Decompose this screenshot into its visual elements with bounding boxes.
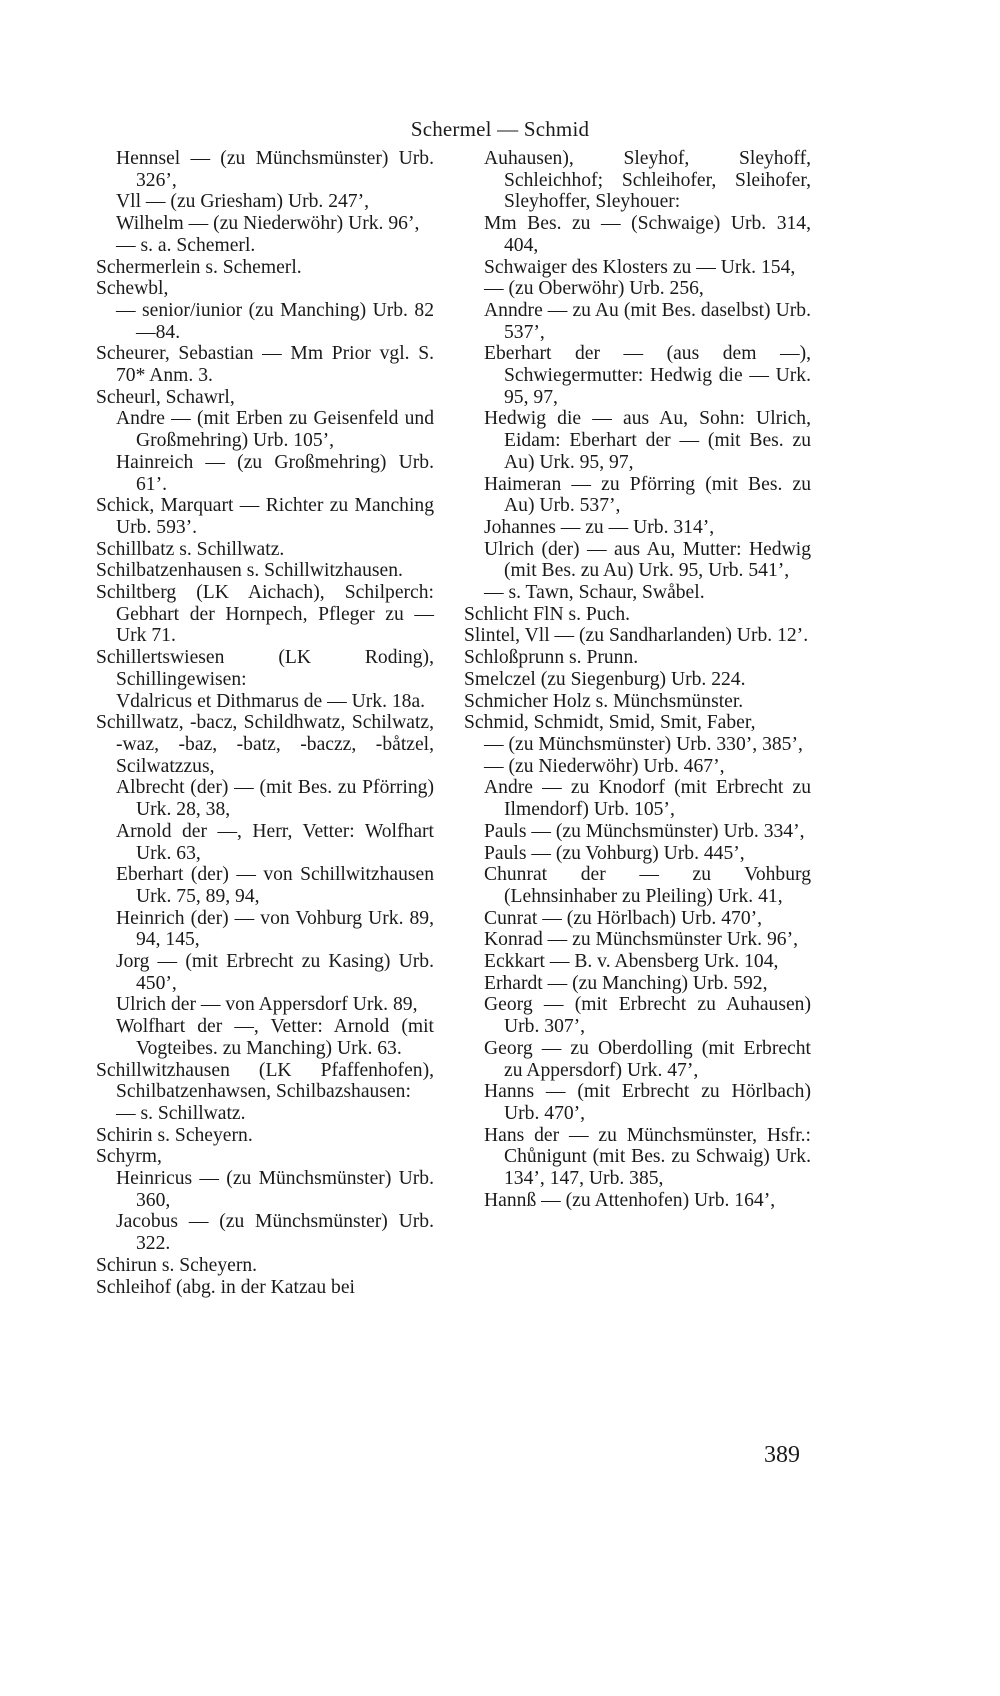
index-entry: Schillertswiesen (LK Roding), Schillingewisen: xyxy=(96,647,434,690)
index-subentry: Wolfhart der —, Vetter: Arnold (mit Vogteibes. zu Manching) Urk. 63. xyxy=(116,1016,434,1059)
index-subentry: Ulrich (der) — aus Au, Mutter: Hedwig (mit Bes. zu Au) Urk. 95, Urb. 541’, xyxy=(484,538,811,582)
index-subentry: — s. a. Schemerl. xyxy=(116,234,256,256)
index-subentry: Erhardt — (zu Manching) Urb. 592, xyxy=(484,972,768,994)
index-subentry: Anndre — zu Au (mit Bes. daselbst) Urb. 537’, xyxy=(484,299,811,343)
index-entry: Schillwatz, -bacz, Schildhwatz, Schilwatz, -waz, -baz, -batz, -baczz, -båtzel, Scilwatzzus, xyxy=(96,712,434,777)
index-subentry: Albrecht (der) — (mit Bes. zu Pförring) Urk. 28, 38, xyxy=(116,777,434,821)
index-subentry: — (zu Münchsmünster) Urb. 330’, 385’, xyxy=(484,733,803,755)
index-subentry: Jorg — (mit Erbrecht zu Kasing) Urb. 450’, xyxy=(116,951,434,994)
left-column xyxy=(96,148,434,1298)
index-entry: Schiltberg (LK Aichach), Schilperch: Gebhart der Hornpech, Pfleger zu — Urk 71. xyxy=(96,582,434,647)
index-entry: Schmicher Holz s. Münchsmünster. xyxy=(464,690,744,712)
index-subentry: Vdalricus et Dithmarus de — Urk. 18a. xyxy=(116,690,426,712)
index-subentry: Andre — zu Knodorf (mit Erbrecht zu Ilmendorf) Urb. 105’, xyxy=(484,777,811,821)
index-subentry: Schwaiger des Klosters zu — Urk. 154, xyxy=(484,256,796,278)
index-subentry: Hanns — (mit Erbrecht zu Hörlbach) Urb. 470’, xyxy=(484,1081,811,1124)
index-subentry: Ulrich der — von Appersdorf Urk. 89, xyxy=(116,994,418,1016)
index-subentry: Andre — (mit Erben zu Geisenfeld und Großmehring) Urb. 105’, xyxy=(116,408,434,452)
index-entry: Smelczel (zu Siegenburg) Urb. 224. xyxy=(464,668,746,690)
index-entry: Schewbl, xyxy=(96,278,169,300)
index-subentry: Pauls — (zu Vohburg) Urb. 445’, xyxy=(484,842,745,864)
index-entry: Schick, Marquart — Richter zu Manching Urb. 593’. xyxy=(96,495,434,538)
index-subentry: Arnold der —, Herr, Vetter: Wolfhart Urk. 63, xyxy=(116,820,434,864)
index-subentry: Vll — (zu Griesham) Urb. 247’, xyxy=(116,191,370,213)
index-subentry: Heinricus — (zu Münchsmünster) Urb. 360, xyxy=(116,1168,434,1211)
running-header: Schermel — Schmid xyxy=(410,117,590,141)
index-subentry: Chunrat der — zu Vohburg (Lehnsinhaber zu Pleiling) Urk. 41, xyxy=(484,864,811,907)
index-subentry: — s. Tawn, Schaur, Swåbel. xyxy=(484,582,705,604)
index-subentry: Eberhart (der) — von Schillwitzhausen Urk. 75, 89, 94, xyxy=(116,864,434,907)
index-subentry: Wilhelm — (zu Niederwöhr) Urk. 96’, xyxy=(116,213,420,235)
index-subentry: — s. Schillwatz. xyxy=(116,1102,246,1124)
index-entry: Scheurl, Schawrl, xyxy=(96,386,235,408)
index-entry: Schyrm, xyxy=(96,1146,162,1168)
index-entry: Schleihof (abg. in der Katzau bei xyxy=(96,1276,355,1298)
index-subentry: Auhausen), Sleyhof, Sleyhoff, Schleichhof; Schleihofer, Sleihofer, Sleyhoffer, Sleyhouer: xyxy=(484,148,811,213)
index-entry: Schirun s. Scheyern. xyxy=(96,1254,258,1276)
page-number: 389 xyxy=(764,1442,800,1468)
index-subentry: Hans der — zu Münchsmünster, Hsfr.: Chůnigunt (mit Bes. zu Schwaig) Urk. 134’, 147, Urb. 385, xyxy=(484,1124,811,1190)
index-subentry: — (zu Niederwöhr) Urb. 467’, xyxy=(484,755,725,777)
index-subentry: — (zu Oberwöhr) Urb. 256, xyxy=(484,278,704,300)
index-subentry: Haimeran — zu Pförring (mit Bes. zu Au) Urb. 537’, xyxy=(484,473,811,517)
index-subentry: Pauls — (zu Münchsmünster) Urb. 334’, xyxy=(484,820,805,842)
index-entry: Schillbatz s. Schillwatz. xyxy=(96,538,285,560)
index-entry: Scheurer, Sebastian — Mm Prior vgl. S. 70* Anm. 3. xyxy=(96,343,434,387)
index-subentry: Jacobus — (zu Münchsmünster) Urb. 322. xyxy=(116,1211,434,1255)
index-subentry: Eberhart der — (aus dem —), Schwiegermutter: Hedwig die — Urk. 95, 97, xyxy=(484,343,811,408)
index-entry: Schermerlein s. Schemerl. xyxy=(96,256,302,278)
index-entry: Schloßprunn s. Prunn. xyxy=(464,647,639,669)
index-subentry: Georg — zu Oberdolling (mit Erbrecht zu Appersdorf) Urk. 47’, xyxy=(484,1037,811,1081)
index-subentry: Johannes — zu — Urb. 314’, xyxy=(484,516,715,538)
index-subentry: Konrad — zu Münchsmünster Urk. 96’, xyxy=(484,929,798,951)
index-entry: Schlicht FlN s. Puch. xyxy=(464,603,631,625)
index-subentry: Georg — (mit Erbrecht zu Auhausen) Urb. 307’, xyxy=(484,994,811,1038)
right-column xyxy=(464,148,811,1211)
index-entry: Slintel, Vll — (zu Sandharlanden) Urb. 12’. xyxy=(464,625,809,647)
index-subentry: Hennsel — (zu Münchsmünster) Urb. 326’, xyxy=(116,148,434,191)
index-subentry: Hannß — (zu Attenhofen) Urb. 164’, xyxy=(484,1189,776,1211)
index-subentry: Hainreich — (zu Großmehring) Urb. 61’. xyxy=(116,451,434,495)
index-entry: Schilbatzenhausen s. Schillwitzhausen. xyxy=(96,560,403,582)
index-entry: Schirin s. Scheyern. xyxy=(96,1124,253,1146)
index-subentry: Heinrich (der) — von Vohburg Urk. 89, 94, 145, xyxy=(116,907,434,951)
index-entry: Schmid, Schmidt, Smid, Smit, Faber, xyxy=(464,712,756,734)
index-subentry: Hedwig die — aus Au, Sohn: Ulrich, Eidam: Eberhart der — (mit Bes. zu Au) Urk. 95, 97, xyxy=(484,408,811,473)
index-subentry: Cunrat — (zu Hörlbach) Urb. 470’, xyxy=(484,907,763,929)
index-entry: Schillwitzhausen (LK Pfaffenhofen), Schilbatzenhawsen, Schilbazshausen: xyxy=(96,1059,434,1103)
index-subentry: Eckkart — B. v. Abensberg Urk. 104, xyxy=(484,951,779,973)
index-subentry: Mm Bes. zu — (Schwaige) Urb. 314, 404, xyxy=(484,213,811,256)
index-subentry: — senior/iunior (zu Manching) Urb. 82—84. xyxy=(116,299,434,343)
